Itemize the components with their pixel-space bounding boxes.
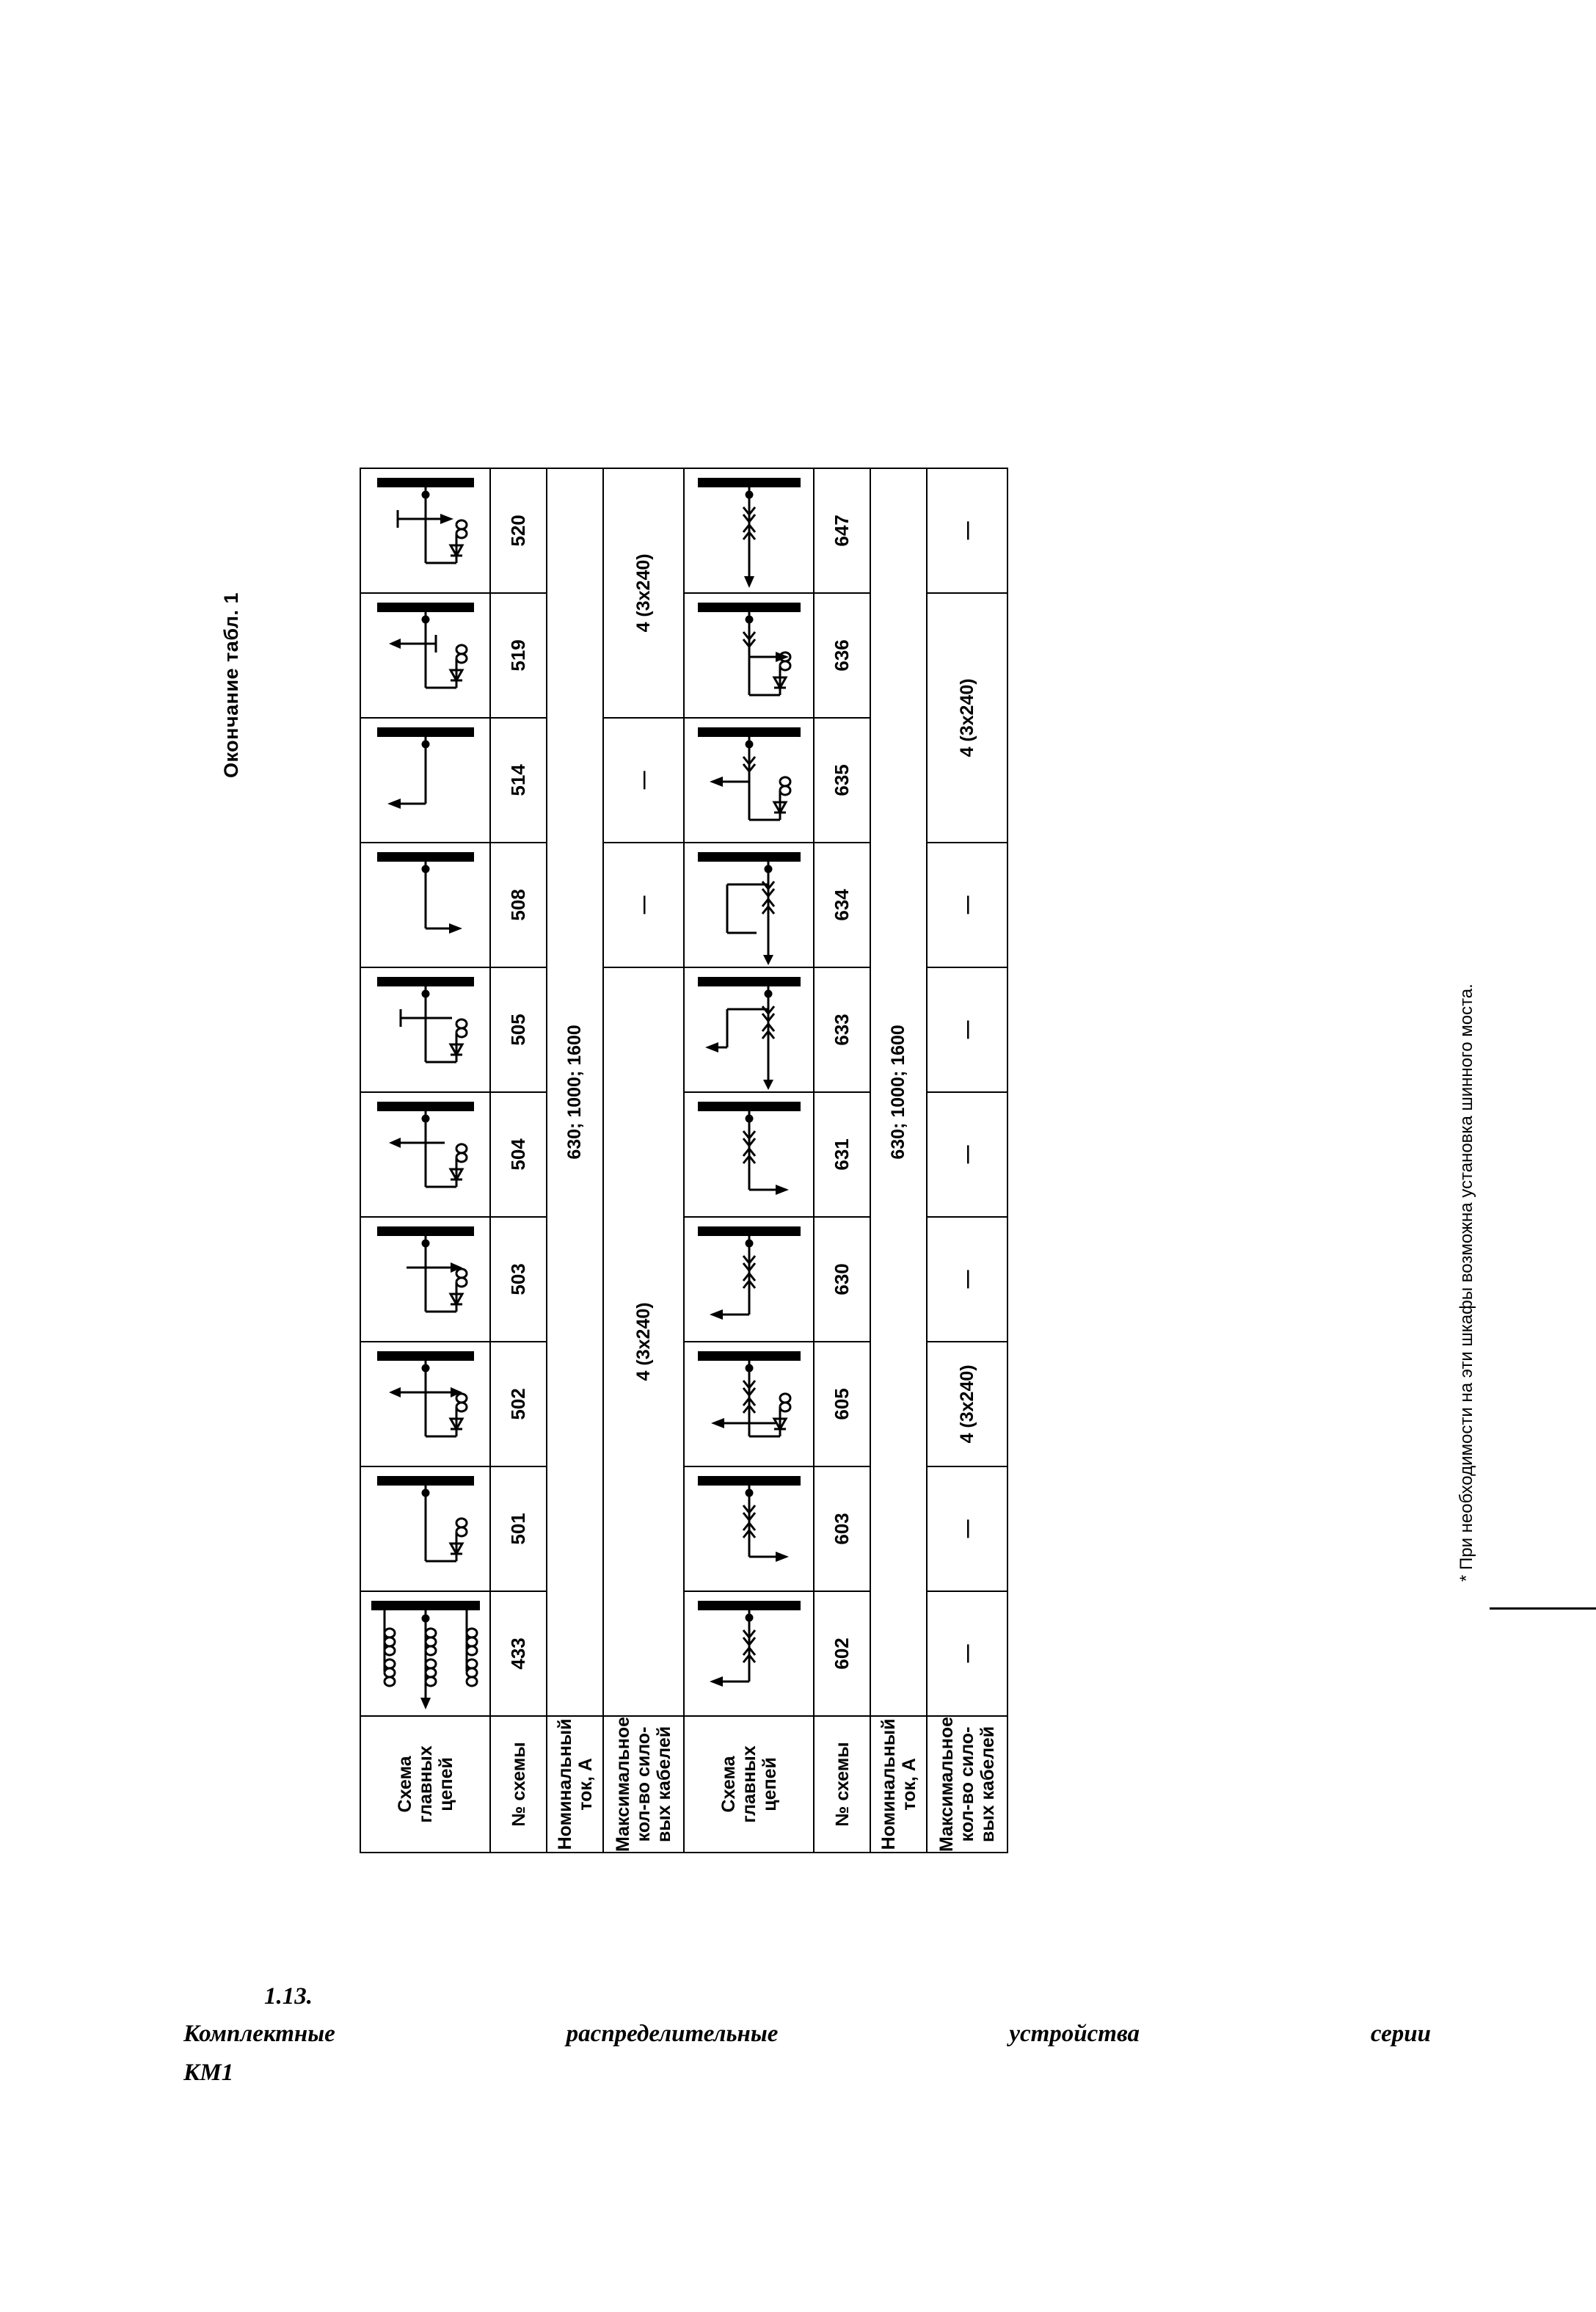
number-cell [490,1092,547,1217]
table-row [603,468,684,1853]
scheme-number: 504 [507,1138,529,1171]
schema-cell-503 [360,1217,490,1342]
current-merged-1: 630; 1000; 1600 [547,468,603,1716]
schema-cell-520 [360,468,490,593]
paragraph-number: 1.13. [264,1983,313,2010]
number-cell [814,1092,870,1217]
schema-diagram-505 [362,968,489,1091]
number-cell [814,967,870,1092]
number-cell [490,967,547,1092]
cables-cell: — [927,1466,1007,1591]
scheme-number: 634 [831,889,853,921]
scheme-number: 636 [831,639,853,672]
cables-cell: — [927,468,1007,593]
schema-cell-630 [684,1217,814,1342]
schema-diagram-603 [686,1467,812,1591]
table-row [684,468,814,1853]
schema-diagram-503 [362,1218,489,1341]
schema-cell-647 [684,468,814,593]
label-line: Номинальный [554,1718,575,1850]
table-row [870,468,927,1853]
schema-diagram-502 [362,1342,489,1466]
label-line: цепей [759,1757,780,1811]
schema-cell-501 [360,1466,490,1591]
scheme-number: 501 [507,1513,529,1545]
schema-diagram-636 [686,594,812,717]
number-cell [814,1342,870,1466]
number-cell [814,1591,870,1716]
scheme-number: 631 [831,1138,853,1171]
schema-cell-504 [360,1092,490,1217]
scheme-number: 633 [831,1014,853,1046]
scheme-number: 503 [507,1263,529,1295]
schema-cell-631 [684,1092,814,1217]
cables-cell: — [603,718,684,843]
number-cell [490,1217,547,1342]
number-cell [814,1217,870,1342]
row-label-schema-1 [360,1716,490,1853]
schema-cell-633 [684,967,814,1092]
number-cell [490,718,547,843]
number-cell [814,593,870,718]
scheme-number: 647 [831,515,853,547]
schema-cell-508 [360,843,490,967]
table-row [927,468,1007,1853]
label-line: ток, А [898,1758,919,1811]
main-table-wrapper [360,468,1008,1853]
section-paragraph [183,1978,1431,2092]
number-cell [490,1466,547,1591]
number-cell [490,593,547,718]
schema-diagram-508 [362,843,489,967]
schema-cell-519 [360,593,490,718]
label-line: вых кабелей [654,1726,674,1843]
cables-cell: 4 (3х240) [603,468,684,718]
paragraph-text: Комплектные распределительные устройства серии [183,2021,1431,2048]
label-line: Номинальный [878,1718,899,1850]
schema-diagram-519 [362,594,489,717]
table-row [814,468,870,1853]
schema-diagram-631 [686,1093,812,1216]
label-line: Максимальное [936,1716,957,1852]
cables-cell: — [927,1591,1007,1716]
cables-cell: 4 (3х240) [927,593,1007,843]
schema-diagram-602 [686,1592,812,1715]
cables-cell: — [927,1217,1007,1342]
schema-diagram-501 [362,1467,489,1591]
label-line: главных [415,1745,436,1823]
schema-cell-514 [360,718,490,843]
table-row [547,468,603,1853]
scheme-number: 502 [507,1388,529,1420]
cables-cell: 4 (3х240) [927,1342,1007,1466]
row-label-current-2 [870,1716,927,1853]
schema-cell-502 [360,1342,490,1466]
table-footnote: * При необходимости на эти шкафы возможна установка шинного моста. [1457,984,1476,1582]
label-line: главных [738,1745,759,1823]
scheme-number: 505 [507,1014,529,1046]
schema-diagram-634 [686,843,812,967]
schema-cell-603 [684,1466,814,1591]
scheme-number: 433 [507,1637,529,1670]
schema-cell-605 [684,1342,814,1466]
cables-cell: — [603,843,684,967]
schema-diagram-504 [362,1093,489,1216]
scheme-number: 630 [831,1263,853,1295]
schema-diagram-514 [362,719,489,842]
scheme-number: 514 [507,764,529,796]
scheme-number: 520 [507,515,529,547]
scheme-number: 603 [831,1513,853,1545]
cables-cell: 4 (3х240) [603,967,684,1716]
label-line: ток, А [575,1758,596,1811]
number-cell [814,468,870,593]
number-cell [490,1591,547,1716]
cables-cell: — [927,1092,1007,1217]
schema-diagram-433 [362,1592,489,1715]
label-line: кол-во сило- [633,1726,654,1842]
row-label-number-1: № схемы [490,1716,547,1853]
schema-cell-634 [684,843,814,967]
schema-diagram-635 [686,719,812,842]
paragraph-text-line2: КМ1 [183,2060,234,2087]
number-cell [490,1342,547,1466]
page-caption: Окончание табл. 1 [220,592,242,778]
page-edge-rule [1490,1607,1596,1610]
table-row [360,468,490,1853]
number-cell [814,718,870,843]
current-merged-2: 630; 1000; 1600 [870,468,927,1716]
number-cell [490,468,547,593]
label-line: вых кабелей [977,1726,998,1843]
schema-cell-636 [684,593,814,718]
table-row [490,468,547,1853]
cables-cell: — [927,843,1007,967]
schema-cell-635 [684,718,814,843]
label-line: цепей [435,1757,456,1811]
scheme-number: 508 [507,889,529,921]
schemes-table [360,468,1008,1853]
scheme-number: 605 [831,1388,853,1420]
number-cell [814,843,870,967]
schema-cell-433 [360,1591,490,1716]
label-line: кол-во сило- [957,1726,977,1842]
row-label-cables-2 [927,1716,1007,1853]
row-label-cables-1 [603,1716,684,1853]
schema-cell-505 [360,967,490,1092]
label-line: Схема [718,1756,739,1813]
row-label-number-2: № схемы [814,1716,870,1853]
schema-diagram-633 [686,968,812,1091]
row-label-current-1 [547,1716,603,1853]
number-cell [490,843,547,967]
row-label-schema-2 [684,1716,814,1853]
scheme-number: 602 [831,1637,853,1670]
label-line: Максимальное [613,1716,633,1852]
label-line: Схема [394,1756,415,1813]
schema-diagram-520 [362,469,489,592]
scheme-number: 635 [831,764,853,796]
scheme-number: 519 [507,639,529,672]
schema-diagram-630 [686,1218,812,1341]
cables-cell: — [927,967,1007,1092]
number-cell [814,1466,870,1591]
schema-cell-602 [684,1591,814,1716]
schema-diagram-605 [686,1342,812,1466]
schema-diagram-647 [686,469,812,592]
